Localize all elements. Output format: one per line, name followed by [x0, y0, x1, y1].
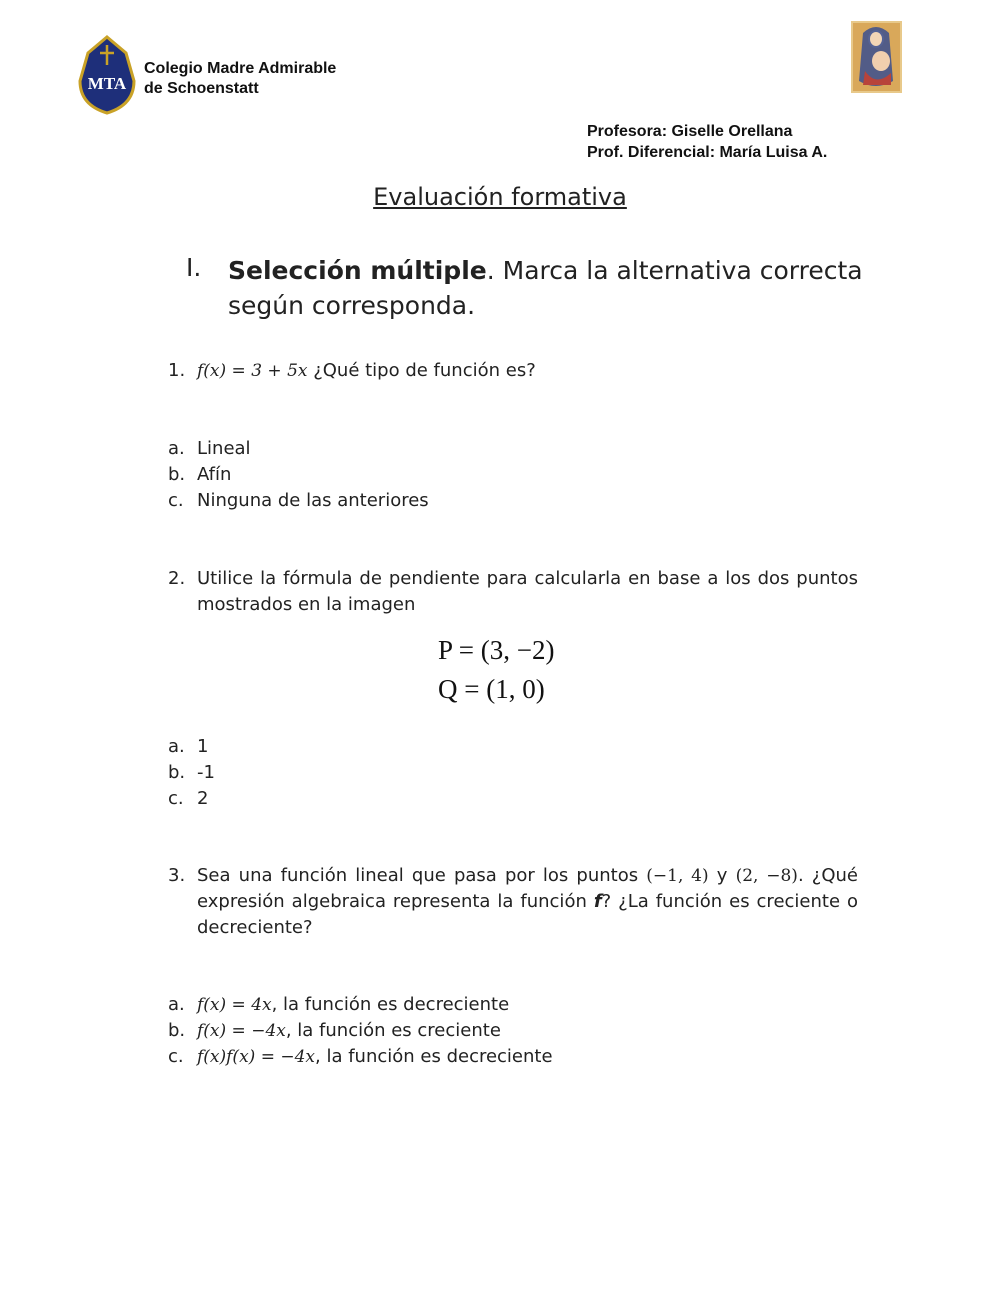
q2-option-a[interactable]: 1 — [197, 736, 209, 757]
question-1-formula: f(x) = 3 + 5x — [197, 361, 308, 381]
q3-option-a-letter: a. — [168, 994, 185, 1015]
diff-teacher-name: Prof. Diferencial: María Luisa A. — [587, 144, 828, 161]
madonna-image — [851, 21, 902, 93]
section-heading-bold: Selección múltiple — [228, 256, 487, 285]
q3-point1: (−1, 4) — [646, 866, 709, 886]
q3-option-c-letter: c. — [168, 1046, 184, 1067]
question-3-text — [197, 863, 858, 941]
q1-option-b-letter: b. — [168, 464, 186, 485]
q3-option-c[interactable] — [197, 1044, 553, 1070]
q2-option-b-letter: b. — [168, 762, 186, 783]
q3-option-a-formula: f(x) = 4x — [197, 995, 272, 1015]
q3-option-b-text: , la función es creciente — [285, 1020, 501, 1041]
point-q: Q = (1, 0) — [438, 674, 545, 704]
school-name-line1: Colegio Madre Admirable — [144, 60, 337, 77]
q1-option-a[interactable]: Lineal — [197, 438, 251, 459]
q2-option-a-letter: a. — [168, 736, 185, 757]
teacher-name: Profesora: Giselle Orellana — [587, 123, 793, 140]
school-logo — [76, 35, 138, 115]
page-title: Evaluación formativa — [373, 183, 627, 211]
q3-option-c-text: , la función es decreciente — [315, 1046, 553, 1067]
q2-option-c[interactable]: 2 — [197, 788, 209, 809]
q1-option-a-letter: a. — [168, 438, 185, 459]
teacher-info — [587, 121, 827, 163]
q3-text-part2: y — [708, 865, 736, 886]
section-instruction: . Marca la alternativa correcta según corresponda. — [228, 256, 863, 320]
question-2-number: 2. — [168, 568, 186, 589]
q3-option-b-formula: f(x) = −4x — [197, 1021, 286, 1041]
section-heading — [228, 253, 868, 323]
section-number: I. — [186, 253, 202, 282]
q3-point2: (2, −8) — [735, 866, 798, 886]
q1-option-b[interactable]: Afín — [197, 464, 232, 485]
point-p: P = (3, −2) — [438, 635, 555, 665]
q3-option-a[interactable] — [197, 992, 509, 1018]
question-3-number: 3. — [168, 865, 186, 886]
question-2-text: Utilice la fórmula de pendiente para calcularla en base a los dos puntos mostrados en la imagen — [197, 568, 858, 615]
q3-text-part4: ? ¿La función es creciente o decreciente? — [197, 891, 858, 938]
q3-option-b-letter: b. — [168, 1020, 186, 1041]
question-1-number: 1. — [168, 360, 186, 381]
school-name — [144, 59, 336, 99]
q2-option-b[interactable]: -1 — [197, 762, 215, 783]
q2-option-c-letter: c. — [168, 788, 184, 809]
q3-option-c-formula: f(x)f(x) = −4x — [197, 1047, 315, 1067]
school-name-line2: de Schoenstatt — [144, 80, 259, 97]
q3-text-part3: . ¿Qué expresión algebraica representa la función — [197, 865, 858, 912]
q1-option-c-letter: c. — [168, 490, 184, 511]
q3-option-a-text: , la función es decreciente — [271, 994, 510, 1015]
q1-option-c[interactable]: Ninguna de las anteriores — [197, 490, 429, 511]
question-1-text — [197, 358, 858, 384]
q3-text-part1: Sea una función lineal que pasa por los puntos — [197, 865, 647, 886]
logo-letters: MTA — [87, 74, 127, 93]
q3-func-name: f — [593, 891, 602, 912]
q3-option-b[interactable] — [197, 1018, 501, 1044]
question-1-prompt: ¿Qué tipo de función es? — [307, 360, 536, 381]
